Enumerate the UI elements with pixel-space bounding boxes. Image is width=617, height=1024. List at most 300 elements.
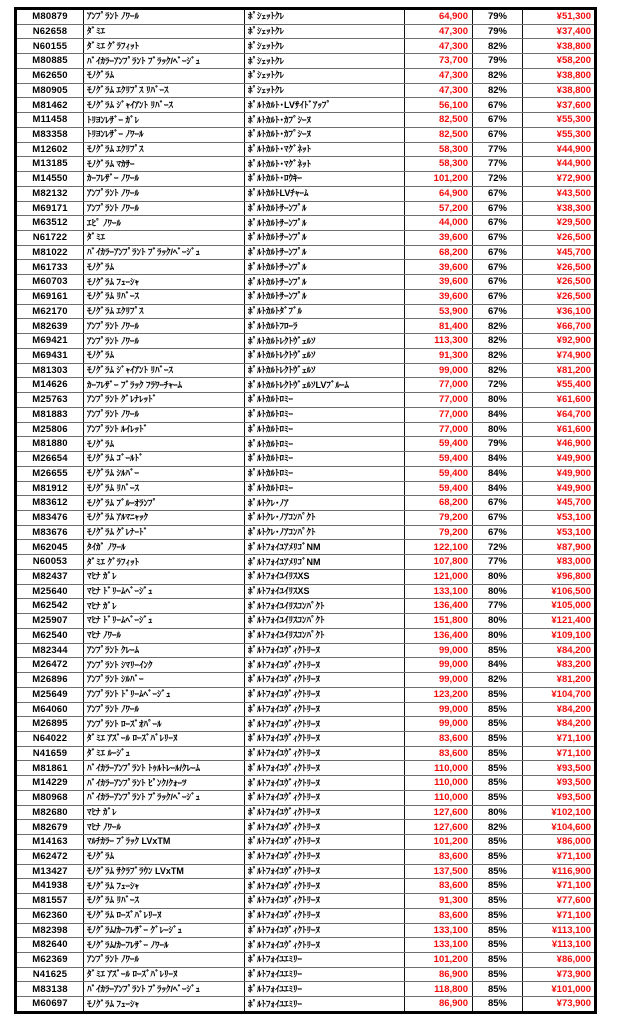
sale-price-cell: ¥104,700 — [551, 688, 591, 700]
material-color-cell: ﾓﾉｸﾞﾗﾑ — [84, 437, 245, 451]
product-name-cell: ﾎﾟﾙﾄｶﾙﾄ･LVｻｲﾄﾞｱｯﾌﾟ — [245, 98, 405, 112]
sale-price-cell: ¥74,900 — [556, 350, 591, 361]
product-name-cell: ﾎﾟﾙﾄｶﾙﾄﾚｸﾄｳﾞｪﾙｿ — [245, 349, 405, 363]
list-price-cell: 113,300 — [405, 334, 473, 348]
product-name-cell: ﾎﾟﾙﾄﾌｫｲﾕｳﾞｨｸﾄﾘｰﾇ — [245, 717, 405, 731]
table-row — [17, 259, 594, 274]
list-price-cell: 133,100 — [405, 938, 473, 952]
material-color-cell: ｱﾝﾌﾟﾗﾝﾄ ｼﾏﾘｰｲﾝｸ — [84, 658, 245, 672]
discount-rate-cell: 85% — [473, 776, 523, 790]
list-price-cell: 83,600 — [405, 747, 473, 761]
material-color-cell: ｱﾝﾌﾟﾗﾝﾄ ﾙｲﾚｯﾄﾞ — [84, 423, 245, 437]
material-color-cell: ﾀﾞﾐｴ — [84, 25, 245, 39]
model-number-cell: M62542 — [17, 599, 84, 613]
table-row — [17, 790, 594, 805]
list-price-cell: 83,600 — [405, 909, 473, 923]
model-number-cell: M83138 — [17, 982, 84, 996]
sale-price-cell: ¥113,100 — [551, 939, 591, 951]
table-row — [17, 598, 594, 613]
model-number-cell: M62650 — [17, 69, 84, 83]
product-name-cell: ﾎﾟﾙﾄｶﾙﾄｻｰﾝﾌﾟﾙ — [245, 202, 405, 216]
sale-price-cell: ¥116,900 — [551, 865, 591, 877]
material-color-cell: ﾀｲｶﾞ ﾉﾜｰﾙ — [84, 540, 245, 554]
list-price-cell: 99,000 — [405, 703, 473, 717]
material-color-cell: ﾏﾋﾅ ﾄﾞﾘｰﾑﾍﾞｰｼﾞｭ — [84, 614, 245, 628]
discount-rate-cell: 77% — [473, 143, 523, 157]
table-row — [17, 318, 594, 333]
product-name-cell: ﾎﾟﾙﾄｶﾙﾄ･ﾏｸﾞﾈｯﾄ — [245, 157, 405, 171]
discount-rate-cell: 82% — [473, 349, 523, 363]
discount-rate-cell: 82% — [473, 84, 523, 98]
product-name-cell: ﾎﾟﾙﾄﾌｫｲﾕｳﾞｨｸﾄﾘｰﾇ — [245, 806, 405, 820]
model-number-cell: M64060 — [17, 703, 84, 717]
discount-rate-cell: 85% — [473, 791, 523, 805]
sale-price-cell: ¥26,500 — [556, 291, 591, 303]
table-row — [17, 422, 594, 437]
discount-rate-cell: 84% — [473, 658, 523, 672]
discount-rate-cell: 85% — [473, 968, 523, 982]
product-name-cell: ﾎﾟﾙﾄﾌｫｲﾕｲﾘｽXS — [245, 585, 405, 599]
table-row — [17, 967, 594, 982]
material-color-cell: ｶｰﾌﾚｻﾞｰ ﾉﾜｰﾙ — [84, 172, 245, 186]
table-row — [17, 981, 594, 996]
material-color-cell: ﾓﾉｸﾞﾗﾑ/ｶｰﾌﾚｻﾞｰ ﾉﾜｰﾙ — [84, 938, 245, 952]
discount-rate-cell: 80% — [473, 423, 523, 437]
list-price-cell: 39,600 — [405, 290, 473, 304]
product-name-cell: ﾎﾟﾙﾄｶﾙﾄﾛﾐｰ — [245, 423, 405, 437]
list-price-cell: 99,000 — [405, 673, 473, 687]
product-name-cell: ﾎﾟﾙﾄｶﾙﾄLVﾁｬｰﾑ — [245, 187, 405, 201]
product-name-cell: ﾎﾟﾙﾄｶﾙﾄﾀﾞﾌﾞﾙ — [245, 305, 405, 319]
discount-rate-cell: 84% — [473, 452, 523, 466]
model-number-cell: M62369 — [17, 953, 84, 967]
list-price-cell: 59,400 — [405, 452, 473, 466]
model-number-cell: M81912 — [17, 482, 84, 496]
list-price-cell: 47,300 — [405, 84, 473, 98]
table-row — [17, 24, 594, 39]
table-row — [17, 436, 594, 451]
table-row — [17, 996, 594, 1011]
material-color-cell: ﾓﾉｸﾞﾗﾑ ｼﾞｬｲｱﾝﾄ ﾘﾊﾞｰｽ — [84, 98, 245, 112]
table-row — [17, 864, 594, 879]
discount-rate-cell: 85% — [473, 909, 523, 923]
list-price-cell: 47,300 — [405, 25, 473, 39]
model-number-cell: M25763 — [17, 393, 84, 407]
table-row — [17, 510, 594, 525]
product-name-cell: ﾎﾟｼｪｯﾄｸﾚ — [245, 54, 405, 68]
list-price-cell: 86,900 — [405, 997, 473, 1011]
sale-price-cell: ¥49,900 — [556, 482, 591, 494]
material-color-cell: ﾓﾉｸﾞﾗﾑ — [84, 349, 245, 363]
table-row — [17, 407, 594, 422]
table-row — [17, 10, 594, 24]
list-price-cell: 47,300 — [405, 39, 473, 53]
table-row — [17, 304, 594, 319]
list-price-cell: 77,000 — [405, 378, 473, 392]
model-number-cell: N62658 — [17, 25, 84, 39]
list-price-cell: 39,600 — [405, 231, 473, 245]
model-number-cell: M83612 — [17, 496, 84, 510]
product-name-cell: ﾎﾟﾙﾄｶﾙﾄﾛﾐｰ — [245, 393, 405, 407]
material-color-cell: ﾓﾉｸﾞﾗﾑ ｼﾙﾊﾞｰ — [84, 467, 245, 481]
sale-price-cell: ¥71,100 — [556, 909, 591, 921]
list-price-cell: 79,200 — [405, 511, 473, 525]
model-number-cell: M80905 — [17, 84, 84, 98]
table-row — [17, 923, 594, 938]
sale-price-cell: ¥38,800 — [556, 70, 591, 82]
sale-price-cell: ¥93,500 — [556, 792, 591, 804]
sale-price-cell: ¥55,300 — [556, 128, 591, 140]
model-number-cell: M26895 — [17, 717, 84, 731]
model-number-cell: M61733 — [17, 260, 84, 274]
table-row — [17, 613, 594, 628]
table-row — [17, 289, 594, 304]
table-row — [17, 466, 594, 481]
sale-price-cell: ¥87,900 — [556, 541, 591, 553]
sale-price-cell: ¥73,900 — [556, 968, 591, 980]
product-name-cell: ﾎﾟﾙﾄﾌｫｲﾕｳﾞｨｸﾄﾘｰﾇ — [245, 703, 405, 717]
list-price-cell: 133,100 — [405, 585, 473, 599]
model-number-cell: M12602 — [17, 143, 84, 157]
material-color-cell: ｱﾝﾌﾟﾗﾝﾄ ﾉﾜｰﾙ — [84, 953, 245, 967]
model-number-cell: N64022 — [17, 732, 84, 746]
product-name-cell: ﾎﾟﾙﾄﾌｫｲﾕｴﾐﾘｰ — [245, 997, 405, 1011]
sale-price-cell: ¥72,900 — [556, 173, 591, 185]
sale-price-cell: ¥61,600 — [556, 394, 591, 406]
list-price-cell: 47,300 — [405, 69, 473, 83]
list-price-cell: 59,400 — [405, 437, 473, 451]
discount-rate-cell: 85% — [473, 747, 523, 761]
discount-rate-cell: 85% — [473, 761, 523, 775]
product-name-cell: ﾎﾟﾙﾄｶﾙﾄ･ｶﾌﾟｼｰﾇ — [245, 113, 405, 127]
table-row — [17, 539, 594, 554]
list-price-cell: 77,000 — [405, 408, 473, 422]
sale-price-cell: ¥84,200 — [556, 718, 591, 730]
list-price-cell: 82,500 — [405, 113, 473, 127]
discount-rate-cell: 67% — [473, 231, 523, 245]
list-price-cell: 83,600 — [405, 732, 473, 746]
product-name-cell: ﾎﾟﾙﾄﾌｫｲﾕｳﾞｨｸﾄﾘｰﾇ — [245, 776, 405, 790]
product-name-cell: ﾎﾟﾙﾄﾌｫｲﾕｲﾘｽｺﾝﾊﾟｸﾄ — [245, 629, 405, 643]
product-name-cell: ﾎﾟﾙﾄﾌｫｲﾕｳﾞｨｸﾄﾘｰﾇ — [245, 644, 405, 658]
material-color-cell: ﾓﾉｸﾞﾗﾑ ｻｸﾗﾌﾞﾗｳﾝ LVxTM — [84, 865, 245, 879]
material-color-cell: ｱﾝﾌﾟﾗﾝﾄ ﾉﾜｰﾙ — [84, 10, 245, 24]
product-name-cell: ﾎﾟﾙﾄﾌｫｲﾕｳﾞｨｸﾄﾘｰﾇ — [245, 820, 405, 834]
sale-price-cell: ¥81,200 — [556, 364, 591, 376]
material-color-cell: ｱﾝﾌﾟﾗﾝﾄ ﾉﾜｰﾙ — [84, 703, 245, 717]
list-price-cell: 101,200 — [405, 835, 473, 849]
discount-rate-cell: 84% — [473, 408, 523, 422]
discount-rate-cell: 79% — [473, 54, 523, 68]
discount-rate-cell: 85% — [473, 644, 523, 658]
sale-price-cell: ¥84,200 — [556, 703, 591, 715]
table-row — [17, 245, 594, 260]
product-name-cell: ﾎﾟｼｪｯﾄｸﾚ — [245, 39, 405, 53]
discount-rate-cell: 82% — [473, 820, 523, 834]
discount-rate-cell: 84% — [473, 482, 523, 496]
list-price-cell: 127,600 — [405, 820, 473, 834]
discount-rate-cell: 85% — [473, 879, 523, 893]
product-name-cell: ﾎﾟﾙﾄｶﾙﾄﾚｸﾄｳﾞｪﾙｿ — [245, 364, 405, 378]
sale-price-cell: ¥38,300 — [556, 202, 591, 214]
material-color-cell: ｱﾝﾌﾟﾗﾝﾄ ﾄﾞﾘｰﾑﾍﾞｰｼﾞｭ — [84, 688, 245, 702]
table-row — [17, 525, 594, 540]
table-row — [17, 38, 594, 53]
discount-rate-cell: 67% — [473, 187, 523, 201]
product-name-cell: ﾎﾟﾙﾄｶﾙﾄｻｰﾝﾌﾟﾙ — [245, 290, 405, 304]
discount-rate-cell: 72% — [473, 172, 523, 186]
model-number-cell: M82679 — [17, 820, 84, 834]
model-number-cell: M63512 — [17, 216, 84, 230]
model-number-cell: M62170 — [17, 305, 84, 319]
model-number-cell: M82132 — [17, 187, 84, 201]
model-number-cell: M26896 — [17, 673, 84, 687]
discount-rate-cell: 82% — [473, 39, 523, 53]
model-number-cell: M69431 — [17, 349, 84, 363]
list-price-cell: 137,500 — [405, 865, 473, 879]
product-name-cell: ﾎﾟﾙﾄﾌｫｲﾕｳﾞｨｸﾄﾘｰﾇ — [245, 791, 405, 805]
sale-price-cell: ¥64,700 — [556, 408, 591, 420]
table-row — [17, 908, 594, 923]
table-row — [17, 760, 594, 775]
table-row — [17, 127, 594, 142]
product-name-cell: ﾎﾟﾙﾄﾌｫｲﾕｳﾞｨｸﾄﾘｰﾇ — [245, 938, 405, 952]
list-price-cell: 91,300 — [405, 349, 473, 363]
sale-price-cell: ¥81,200 — [556, 674, 591, 686]
product-name-cell: ﾎﾟﾙﾄﾌｫｲﾕｳﾞｨｸﾄﾘｰﾇ — [245, 835, 405, 849]
sale-price-cell: ¥43,500 — [556, 187, 591, 199]
discount-rate-cell: 77% — [473, 555, 523, 569]
model-number-cell: M25806 — [17, 423, 84, 437]
model-number-cell: M14550 — [17, 172, 84, 186]
material-color-cell: ﾀﾞﾐｴ ｱｽﾞｰﾙ ﾛｰｽﾞﾊﾞﾚﾘｰﾇ — [84, 968, 245, 982]
discount-rate-cell: 79% — [473, 437, 523, 451]
model-number-cell: M81303 — [17, 364, 84, 378]
sale-price-cell: ¥102,100 — [551, 806, 591, 818]
sale-price-cell: ¥37,600 — [556, 99, 591, 111]
material-color-cell: ﾓﾉｸﾞﾗﾑ ｱﾙﾏﾆｬｯｸ — [84, 511, 245, 525]
table-row — [17, 702, 594, 717]
discount-rate-cell: 67% — [473, 202, 523, 216]
discount-rate-cell: 67% — [473, 98, 523, 112]
sale-price-cell: ¥86,000 — [556, 836, 591, 848]
list-price-cell: 91,300 — [405, 894, 473, 908]
product-name-cell: ﾎﾟﾙﾄｶﾙﾄｻｰﾝﾌﾟﾙ — [245, 260, 405, 274]
list-price-cell: 107,800 — [405, 555, 473, 569]
product-name-cell: ﾎﾟﾙﾄｶﾙﾄﾚｸﾄｳﾞｪﾙｿ — [245, 334, 405, 348]
sale-price-cell: ¥55,400 — [556, 379, 591, 391]
sale-price-cell: ¥29,500 — [556, 217, 591, 229]
product-name-cell: ﾎﾟﾙﾄﾌｫｲﾕｳﾞｨｸﾄﾘｰﾇ — [245, 658, 405, 672]
material-color-cell: ｴﾋﾟ ﾉﾜｰﾙ — [84, 216, 245, 230]
product-name-cell: ﾎﾟﾙﾄｶﾙﾄｻｰﾝﾌﾟﾙ — [245, 246, 405, 260]
table-row — [17, 186, 594, 201]
discount-rate-cell: 85% — [473, 688, 523, 702]
table-row — [17, 142, 594, 157]
model-number-cell: M14229 — [17, 776, 84, 790]
material-color-cell: ﾄﾘﾖﾝﾚｻﾞｰ ﾉﾜｰﾙ — [84, 128, 245, 142]
table-row — [17, 363, 594, 378]
table-row — [17, 584, 594, 599]
model-number-cell: M82398 — [17, 924, 84, 938]
sale-price-cell: ¥26,500 — [556, 276, 591, 288]
list-price-cell: 122,100 — [405, 540, 473, 554]
sale-price-cell: ¥61,600 — [556, 423, 591, 435]
list-price-cell: 82,500 — [405, 128, 473, 142]
discount-rate-cell: 80% — [473, 570, 523, 584]
material-color-cell: ｱﾝﾌﾟﾗﾝﾄ ﾉﾜｰﾙ — [84, 334, 245, 348]
table-row — [17, 849, 594, 864]
list-price-cell: 133,100 — [405, 924, 473, 938]
product-name-cell: ﾎﾟﾙﾄﾌｫｲﾕｲﾘｽXS — [245, 570, 405, 584]
discount-rate-cell: 80% — [473, 629, 523, 643]
product-name-cell: ﾎﾟﾙﾄﾌｫｲﾕｳﾞｨｸﾄﾘｰﾇ — [245, 732, 405, 746]
discount-rate-cell: 85% — [473, 982, 523, 996]
model-number-cell: M83676 — [17, 526, 84, 540]
discount-rate-cell: 82% — [473, 364, 523, 378]
list-price-cell: 79,200 — [405, 526, 473, 540]
model-number-cell: M62045 — [17, 540, 84, 554]
product-name-cell: ﾎﾟﾙﾄﾌｫｲﾕｳﾞｨｸﾄﾘｰﾇ — [245, 865, 405, 879]
list-price-cell: 101,200 — [405, 172, 473, 186]
model-number-cell: M11458 — [17, 113, 84, 127]
model-number-cell: M13427 — [17, 865, 84, 879]
sale-price-cell: ¥83,000 — [556, 556, 591, 568]
product-name-cell: ﾎﾟﾙﾄｶﾙﾄｻｰﾝﾌﾟﾙ — [245, 275, 405, 289]
table-row — [17, 643, 594, 658]
list-price-cell: 53,900 — [405, 305, 473, 319]
discount-rate-cell: 67% — [473, 216, 523, 230]
discount-rate-cell: 85% — [473, 850, 523, 864]
material-color-cell: ﾓﾉｸﾞﾗﾑ — [84, 69, 245, 83]
model-number-cell: N60155 — [17, 39, 84, 53]
discount-rate-cell: 85% — [473, 894, 523, 908]
product-name-cell: ﾎﾟﾙﾄｸﾚ･ﾉｱ — [245, 496, 405, 510]
discount-rate-cell: 77% — [473, 157, 523, 171]
discount-rate-cell: 67% — [473, 246, 523, 260]
product-name-cell: ﾎﾟﾙﾄﾌｫｲﾕｳﾞｨｸﾄﾘｰﾇ — [245, 673, 405, 687]
product-name-cell: ﾎﾟﾙﾄﾌｫｲﾕｳﾞｨｸﾄﾘｰﾇ — [245, 909, 405, 923]
model-number-cell: M26654 — [17, 452, 84, 466]
discount-rate-cell: 82% — [473, 334, 523, 348]
product-name-cell: ﾎﾟﾙﾄﾌｫｲﾕｳﾞｨｸﾄﾘｰﾇ — [245, 747, 405, 761]
product-name-cell: ﾎﾟｼｪｯﾄｸﾚ — [245, 10, 405, 24]
sale-price-cell: ¥73,900 — [556, 998, 591, 1010]
model-number-cell: M80968 — [17, 791, 84, 805]
material-color-cell: ﾓﾉｸﾞﾗﾑ ﾌﾞﾙｰｵﾗﾝﾌﾟ — [84, 496, 245, 510]
list-price-cell: 86,900 — [405, 968, 473, 982]
list-price-cell: 59,400 — [405, 482, 473, 496]
discount-rate-cell: 82% — [473, 673, 523, 687]
table-row — [17, 230, 594, 245]
model-number-cell: M83476 — [17, 511, 84, 525]
sale-price-cell: ¥55,300 — [556, 114, 591, 126]
sale-price-cell: ¥49,900 — [556, 467, 591, 479]
list-price-cell: 68,200 — [405, 246, 473, 260]
table-row — [17, 451, 594, 466]
discount-rate-cell: 67% — [473, 260, 523, 274]
product-name-cell: ﾎﾟｼｪｯﾄｸﾚ — [245, 84, 405, 98]
material-color-cell: ﾓﾉｸﾞﾗﾑ ﾘﾊﾞｰｽ — [84, 482, 245, 496]
table-row — [17, 215, 594, 230]
model-number-cell: M62472 — [17, 850, 84, 864]
sale-price-cell: ¥53,100 — [556, 512, 591, 524]
model-number-cell: N41625 — [17, 968, 84, 982]
model-number-cell: M69161 — [17, 290, 84, 304]
sale-price-cell: ¥92,900 — [556, 335, 591, 347]
material-color-cell: ﾏﾋﾅ ｶﾞﾚ — [84, 570, 245, 584]
product-name-cell: ﾎﾟﾙﾄｶﾙﾄﾛﾐｰ — [245, 408, 405, 422]
product-name-cell: ﾎﾟﾙﾄｶﾙﾄｻｰﾝﾌﾟﾙ — [245, 231, 405, 245]
material-color-cell: ﾓﾉｸﾞﾗﾑ/ｶｰﾌﾚｻﾞｰ ｸﾞﾚｰｼﾞｭ — [84, 924, 245, 938]
sale-price-cell: ¥121,400 — [551, 615, 591, 627]
product-name-cell: ﾎﾟﾙﾄﾌｫｲﾕｳﾞｨｸﾄﾘｰﾇ — [245, 688, 405, 702]
discount-rate-cell: 72% — [473, 378, 523, 392]
product-name-cell: ﾎﾟﾙﾄｶﾙﾄﾛﾐｰ — [245, 467, 405, 481]
list-price-cell: 83,600 — [405, 850, 473, 864]
list-price-cell: 127,600 — [405, 806, 473, 820]
product-name-cell: ﾎﾟﾙﾄﾌｫｲﾕｱﾒﾘｺﾞNM — [245, 555, 405, 569]
table-row — [17, 952, 594, 967]
table-row — [17, 893, 594, 908]
product-name-cell: ﾎﾟﾙﾄﾌｫｲﾕｱﾒﾘｺﾞNM — [245, 540, 405, 554]
model-number-cell: M60703 — [17, 275, 84, 289]
material-color-cell: ｶｰﾌﾚｻﾞｰ ﾌﾞﾗｯｸ ﾌﾗﾜｰﾁｬｰﾑ — [84, 378, 245, 392]
list-price-cell: 118,800 — [405, 982, 473, 996]
list-price-cell: 77,000 — [405, 423, 473, 437]
product-name-cell: ﾎﾟｼｪｯﾄｸﾚ — [245, 69, 405, 83]
table-row — [17, 657, 594, 672]
table-row — [17, 628, 594, 643]
discount-rate-cell: 85% — [473, 997, 523, 1011]
discount-rate-cell: 80% — [473, 806, 523, 820]
table-row — [17, 274, 594, 289]
model-number-cell: M81880 — [17, 437, 84, 451]
product-name-cell: ﾎﾟﾙﾄｶﾙﾄﾛﾐｰ — [245, 437, 405, 451]
list-price-cell: 99,000 — [405, 658, 473, 672]
model-number-cell: M82680 — [17, 806, 84, 820]
sale-price-cell: ¥38,800 — [556, 40, 591, 52]
model-number-cell: M81462 — [17, 98, 84, 112]
model-number-cell: M81883 — [17, 408, 84, 422]
list-price-cell: 39,600 — [405, 260, 473, 274]
table-row — [17, 201, 594, 216]
sale-price-cell: ¥104,600 — [551, 821, 591, 833]
product-name-cell: ﾎﾟﾙﾄﾌｫｲﾕｴﾐﾘｰ — [245, 982, 405, 996]
sale-price-cell: ¥106,500 — [551, 585, 591, 597]
discount-rate-cell: 85% — [473, 865, 523, 879]
discount-rate-cell: 79% — [473, 25, 523, 39]
product-name-cell: ﾎﾟﾙﾄﾌｫｲﾕｲﾘｽｺﾝﾊﾟｸﾄ — [245, 614, 405, 628]
sale-price-cell: ¥45,700 — [556, 246, 591, 258]
material-color-cell: ﾓﾉｸﾞﾗﾑ ﾘﾊﾞｰｽ — [84, 290, 245, 304]
model-number-cell: M83358 — [17, 128, 84, 142]
material-color-cell: ﾊﾞｲｶﾗｰｱﾝﾌﾟﾗﾝﾄ ﾄｩﾙﾄﾚｰﾙ/ｸﾚｰﾑ — [84, 761, 245, 775]
product-name-cell: ﾎﾟﾙﾄｶﾙﾄﾌﾛｰﾗ — [245, 319, 405, 333]
table-row — [17, 775, 594, 790]
table-row — [17, 495, 594, 510]
discount-rate-cell: 67% — [473, 275, 523, 289]
discount-rate-cell: 85% — [473, 924, 523, 938]
sale-price-cell: ¥51,300 — [556, 11, 591, 23]
product-name-cell: ﾎﾟｼｪｯﾄｸﾚ — [245, 25, 405, 39]
table-row — [17, 481, 594, 496]
model-number-cell: N61722 — [17, 231, 84, 245]
discount-rate-cell: 67% — [473, 496, 523, 510]
product-name-cell: ﾎﾟﾙﾄﾌｫｲﾕｳﾞｨｸﾄﾘｰﾇ — [245, 761, 405, 775]
list-price-cell: 101,200 — [405, 953, 473, 967]
list-price-cell: 39,600 — [405, 275, 473, 289]
